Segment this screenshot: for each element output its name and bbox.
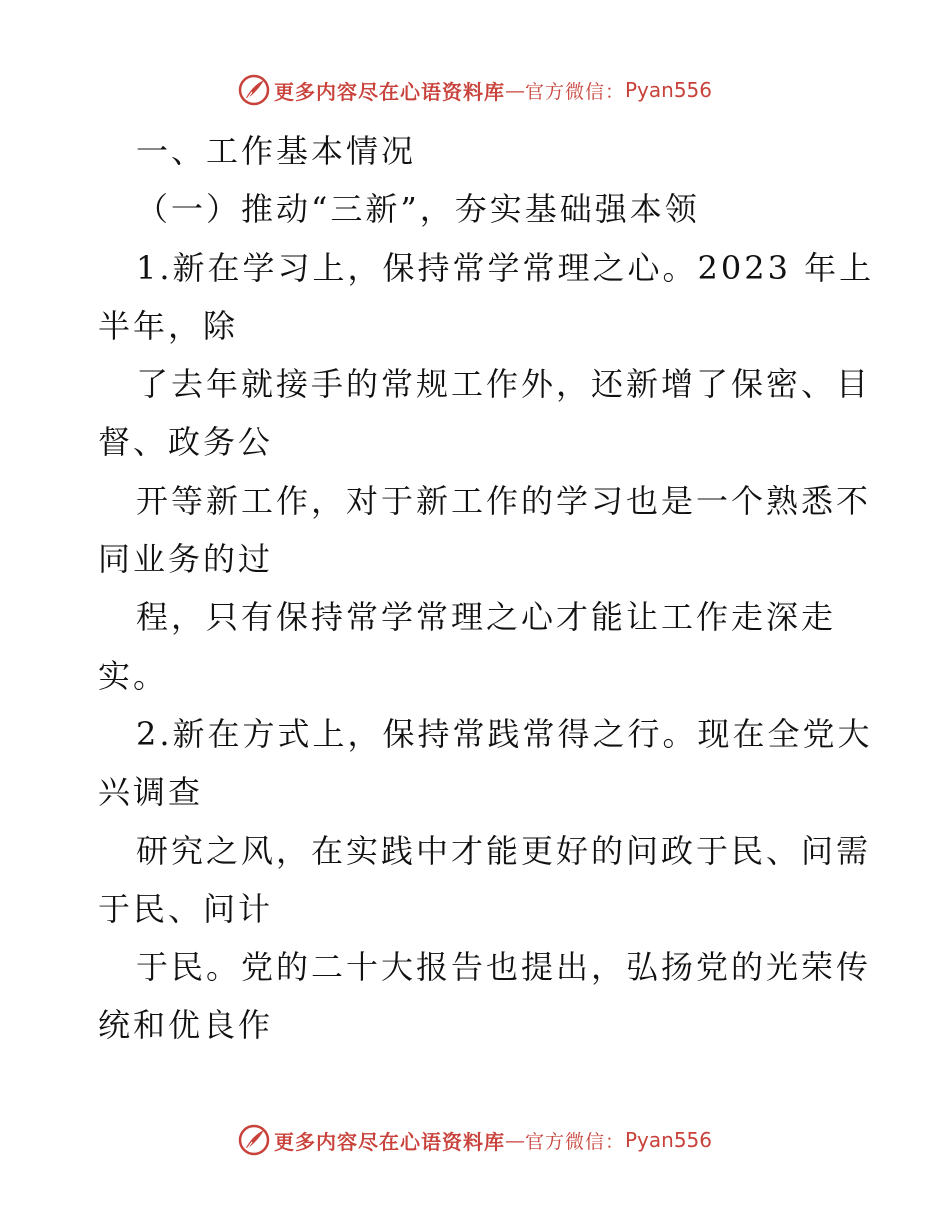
paragraph-line: 统和优良作 (98, 1006, 274, 1045)
section-heading: 一、工作基本情况 (136, 132, 417, 170)
quill-pen-logo-icon (238, 1124, 270, 1156)
paragraph-line: 同业务的过 (98, 540, 274, 579)
paragraph-line: 于民、问计 (98, 889, 274, 928)
banner-title: 更多内容尽在心语资料库 (273, 1129, 505, 1154)
banner-separator: — (504, 1128, 525, 1152)
paragraph-line: 程，只有保持常学常理之心才能让工作走深走 (136, 598, 837, 637)
header-watermark-banner (0, 70, 950, 110)
banner-title: 更多内容尽在心语资料库 (273, 79, 505, 104)
paragraph-line: 实。 (98, 656, 169, 695)
quill-pen-logo-icon (238, 74, 270, 106)
paragraph-line: 督、政务公 (98, 423, 274, 462)
banner-wechat-id: Pyan556 (625, 1128, 713, 1152)
banner-wechat-id: Pyan556 (625, 78, 713, 102)
paragraph-line: 于民。党的二十大报告也提出，弘扬党的光荣传 (136, 948, 872, 987)
banner-separator: — (504, 78, 525, 102)
paragraph-line: 兴调查 (98, 773, 204, 812)
paragraph-line: 2.新在方式上，保持常践常得之行。现在全党大 (136, 714, 873, 753)
paragraph-line: 开等新工作，对于新工作的学习也是一个熟悉不 (136, 481, 872, 520)
paragraph-line: 半年，除 (98, 306, 239, 345)
document-body (98, 122, 875, 1055)
subsection-heading: （一）推动“三新”，夯实基础强本领 (136, 190, 700, 229)
paragraph-line: 了去年就接手的常规工作外，还新增了保密、目 (136, 365, 872, 404)
banner-wechat-label: 官方微信： (524, 80, 625, 103)
banner-wechat-label: 官方微信： (524, 1130, 625, 1153)
paragraph-line: 研究之风，在实践中才能更好的问政于民、问需 (136, 831, 872, 870)
paragraph-line: 1.新在学习上，保持常学常理之心。2023 年上 (136, 248, 875, 287)
footer-watermark-banner (0, 1120, 950, 1160)
